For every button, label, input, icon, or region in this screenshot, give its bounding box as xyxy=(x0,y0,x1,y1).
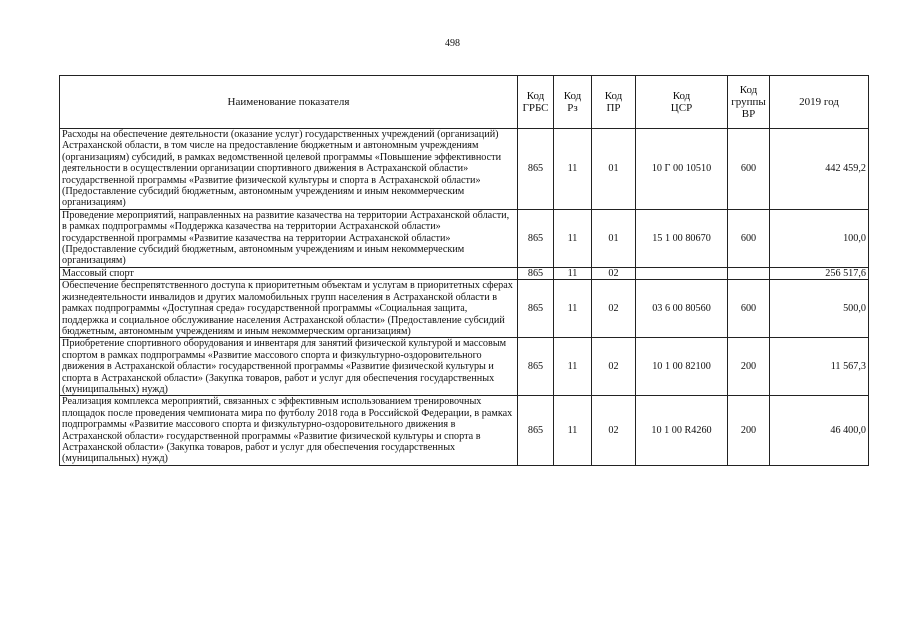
row-csr xyxy=(636,267,728,279)
row-amount: 256 517,6 xyxy=(770,267,869,279)
row-csr: 10 1 00 82100 xyxy=(636,338,728,396)
row-vr: 200 xyxy=(728,396,770,465)
row-rz: 11 xyxy=(554,129,592,210)
row-pr: 02 xyxy=(592,280,636,338)
row-vr xyxy=(728,267,770,279)
row-amount: 500,0 xyxy=(770,280,869,338)
row-amount: 442 459,2 xyxy=(770,129,869,210)
table-row xyxy=(60,209,869,267)
table-row xyxy=(60,280,869,338)
row-grbs: 865 xyxy=(518,338,554,396)
row-name: Расходы на обеспечение деятельности (оказание услуг) государственных учреждений (организаций) Астраханской области, в том числе на предоставление бюджетным и автономным учреждениям (организациям) субсидий, в рамках ведомственной целевой программы «Повышение эффективности деятельности в осуществлении организации спортивного движения в Астраханской области» государственной программы «Развитие физической культуры и спорта в Астраханской области» (Предоставление субсидий бюджетным, автономным учреждениям и иным некоммерческим организациям) xyxy=(60,129,518,210)
row-amount: 46 400,0 xyxy=(770,396,869,465)
row-grbs: 865 xyxy=(518,209,554,267)
page-number: 498 xyxy=(445,38,460,49)
row-name: Реализация комплекса мероприятий, связанных с эффективным использованием тренировочных площадок после проведения чемпионата мира по футболу 2018 года в Российской Федерации, в рамках подпрограммы «Развитие массового спорта и физкультурно-оздоровительного движения в Астраханской области» государственной программы «Развитие физической культуры и спорта в Астраханской области» (Закупка товаров, работ и услуг для обеспечения государственных (муниципальных) нужд) xyxy=(60,396,518,465)
row-rz: 11 xyxy=(554,267,592,279)
row-vr: 600 xyxy=(728,209,770,267)
row-csr: 15 1 00 80670 xyxy=(636,209,728,267)
row-pr: 02 xyxy=(592,396,636,465)
header-name: Наименование показателя xyxy=(60,76,518,129)
row-csr: 10 1 00 R4260 xyxy=(636,396,728,465)
row-rz: 11 xyxy=(554,280,592,338)
row-vr: 600 xyxy=(728,280,770,338)
header-rz: Код Рз xyxy=(554,76,592,129)
row-amount: 11 567,3 xyxy=(770,338,869,396)
header-year: 2019 год xyxy=(770,76,869,129)
row-grbs: 865 xyxy=(518,129,554,210)
header-grbs: Код ГРБС xyxy=(518,76,554,129)
row-vr: 600 xyxy=(728,129,770,210)
row-grbs: 865 xyxy=(518,267,554,279)
row-rz: 11 xyxy=(554,338,592,396)
row-vr: 200 xyxy=(728,338,770,396)
row-rz: 11 xyxy=(554,396,592,465)
row-name: Приобретение спортивного оборудования и инвентаря для занятий физической культурой и массовым спортом в рамках подпрограммы «Развитие массового спорта и физкультурно-оздоровительного движения в Астраханской области» государственной программы «Развитие физической культуры и спорта в Астраханской области» (Закупка товаров, работ и услуг для обеспечения государственных (муниципальных) нужд) xyxy=(60,338,518,396)
row-pr: 01 xyxy=(592,129,636,210)
row-grbs: 865 xyxy=(518,396,554,465)
table-row xyxy=(60,267,869,279)
row-name: Проведение мероприятий, направленных на развитие казачества на территории Астраханской области, в рамках подпрограммы «Поддержка казачества на территории Астраханской области» государственной программы «Развитие казачества на территории Астраханской области» (Предоставление субсидий бюджетным, автономным учреждениям и иным некоммерческим организациям) xyxy=(60,209,518,267)
row-name: Обеспечение беспрепятственного доступа к приоритетным объектам и услугам в приоритетных сферах жизнедеятельности инвалидов и других маломобильных групп населения в Астраханской области в рамках подпрограммы «Доступная среда» государственной программы «Социальная защита, поддержка и социальное обслуживание населения Астраханской области» (Предоставление субсидий бюджетным, автономным учреждениям и иным некоммерческим организациям) xyxy=(60,280,518,338)
table-row xyxy=(60,396,869,465)
header-pr: Код ПР xyxy=(592,76,636,129)
table-header-row xyxy=(60,76,869,129)
row-grbs: 865 xyxy=(518,280,554,338)
row-csr: 03 6 00 80560 xyxy=(636,280,728,338)
table-row xyxy=(60,129,869,210)
budget-table xyxy=(59,75,869,466)
row-rz: 11 xyxy=(554,209,592,267)
row-amount: 100,0 xyxy=(770,209,869,267)
table-row xyxy=(60,338,869,396)
row-pr: 01 xyxy=(592,209,636,267)
header-csr: Код ЦСР xyxy=(636,76,728,129)
row-pr: 02 xyxy=(592,267,636,279)
row-csr: 10 Г 00 10510 xyxy=(636,129,728,210)
row-pr: 02 xyxy=(592,338,636,396)
header-vr: Код группы ВР xyxy=(728,76,770,129)
row-name: Массовый спорт xyxy=(60,267,518,279)
